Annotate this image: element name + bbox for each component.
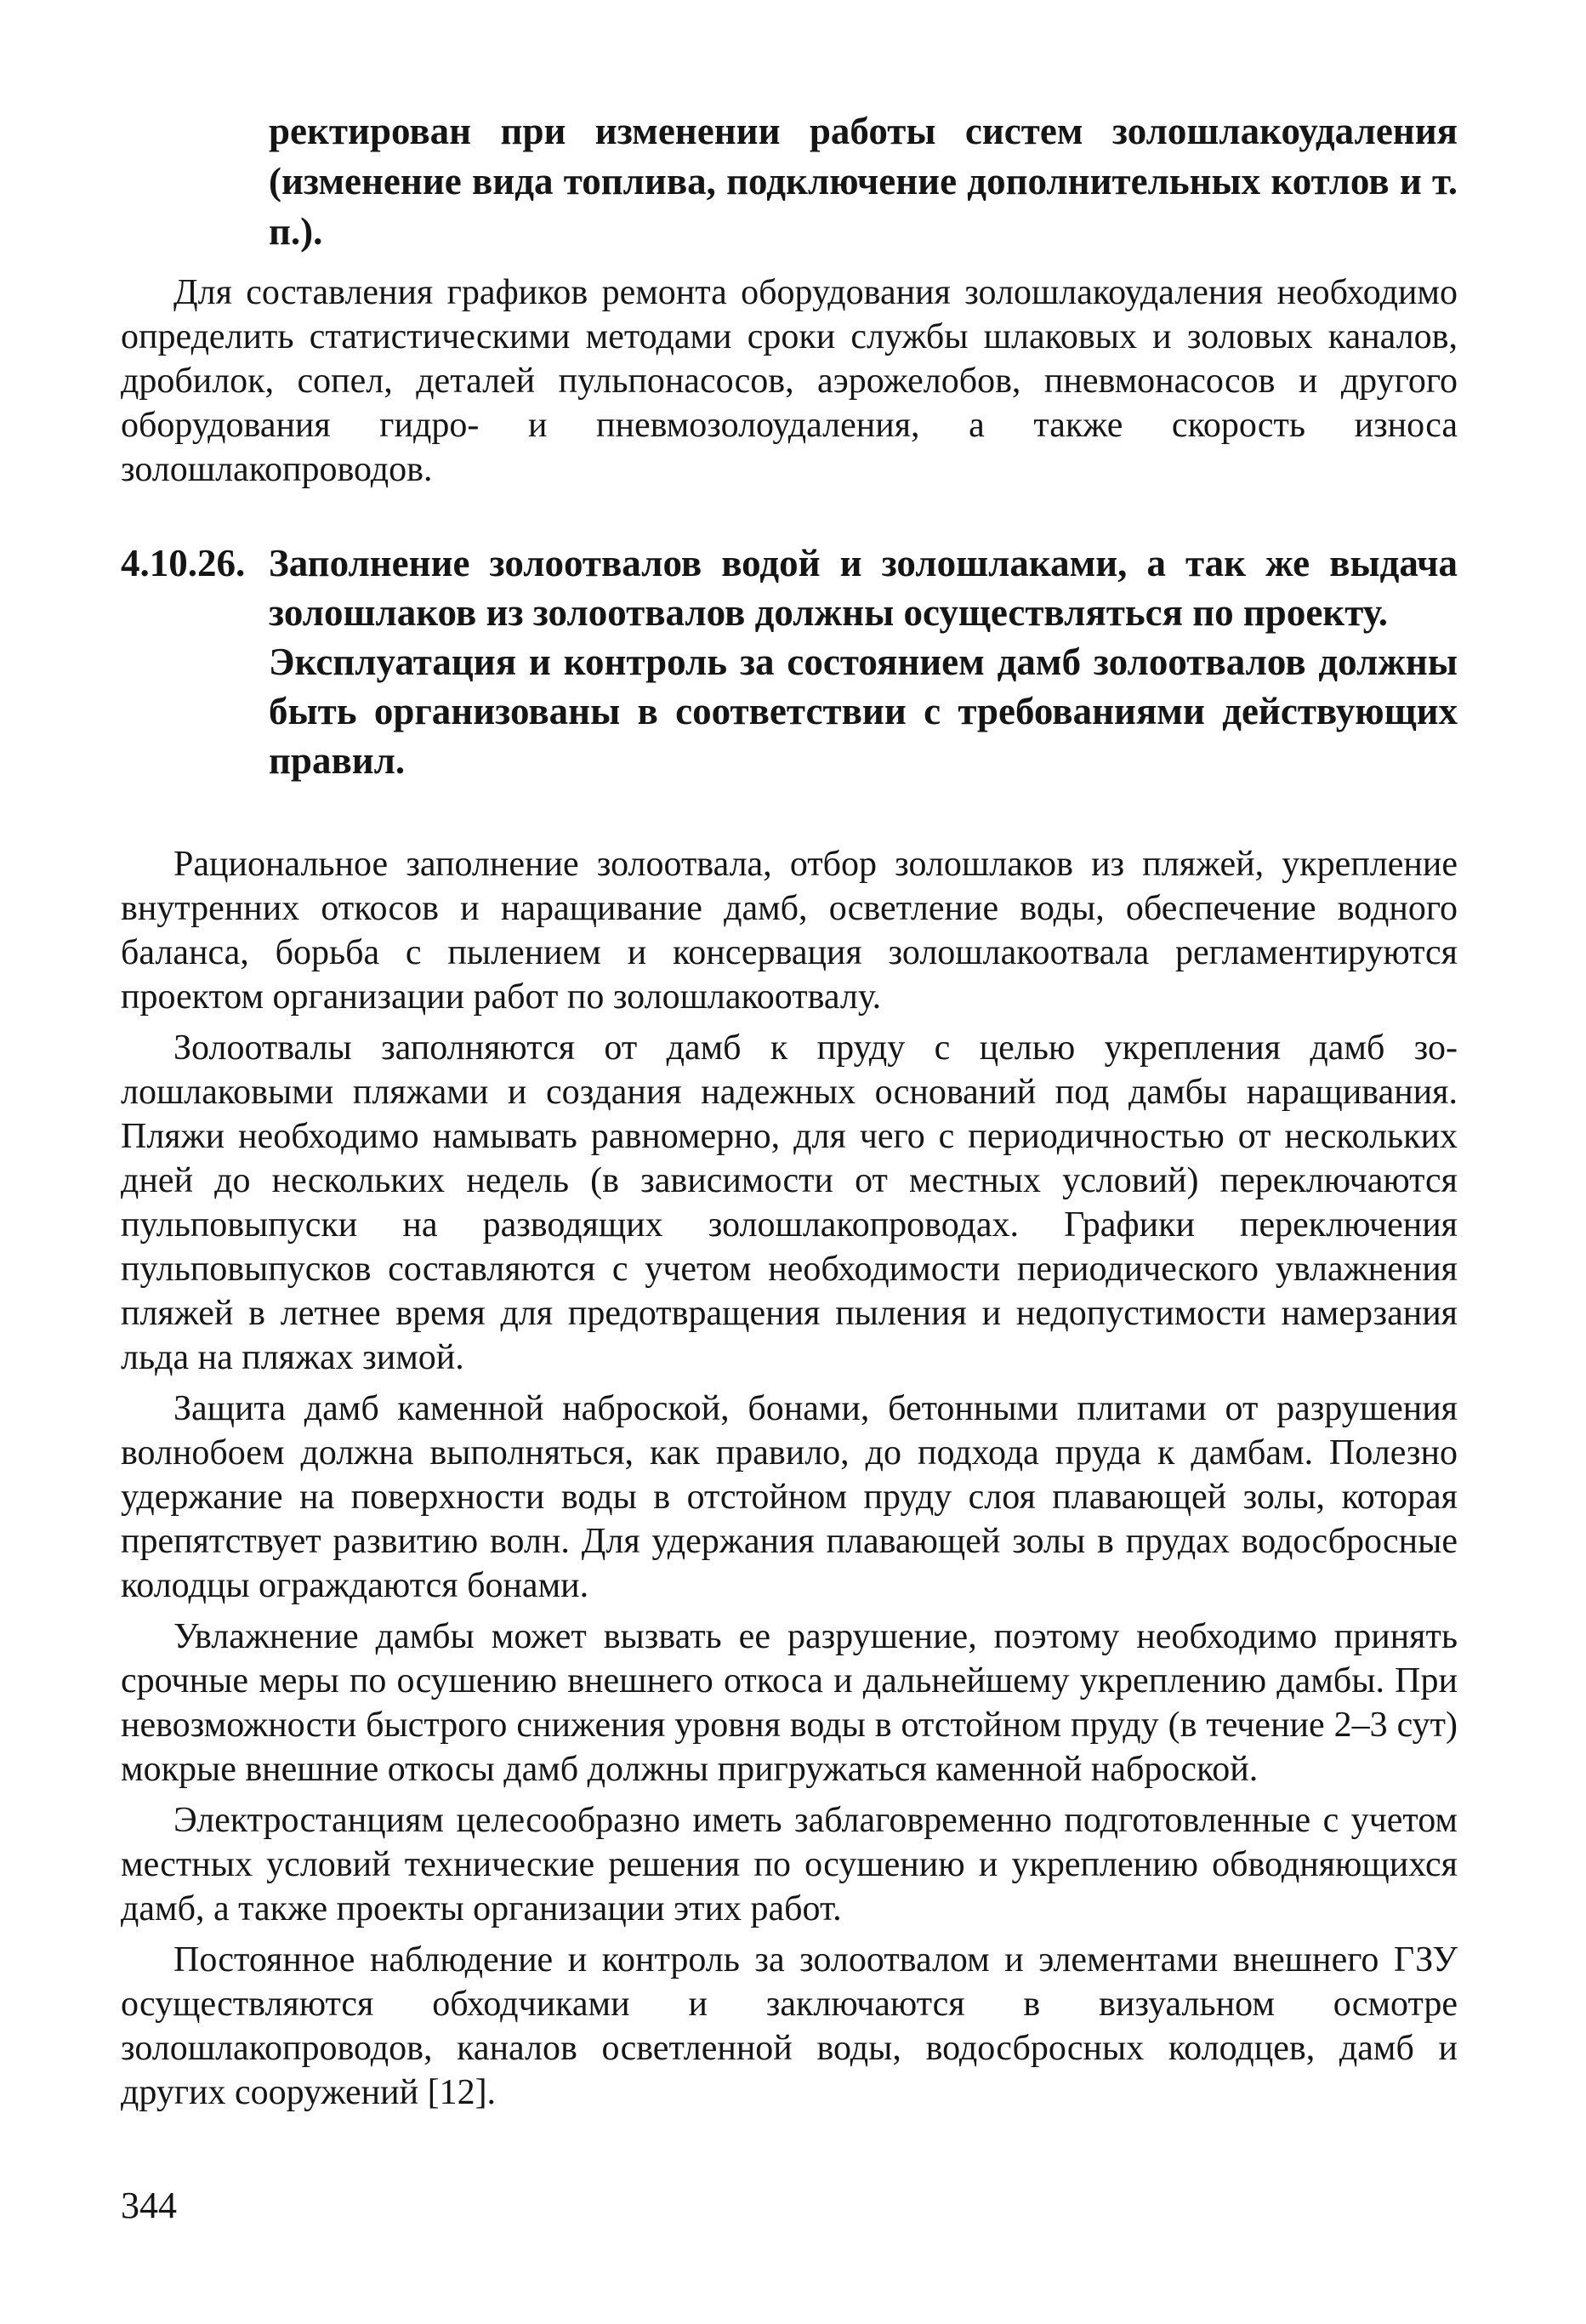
section-text-2: Эксплуатация и контроль за состоянием дамб золоотвалов должны быть организованы в соответствии с требованиями действующих правил. xyxy=(269,641,1458,782)
paragraph: Золоотвалы заполняются от дамб к пруду с целью укрепления дамб зо-лошлаковыми пляжами и создания надежных оснований под дамбы наращивания. Пляжи необходимо намывать равномерно, для чего с периодичностью от нескольких дней до нескольких недель (в зависимости от местных условий) переключаются пульповыпуски на разводящих золошлакопроводах. Графики переключения пульповыпусков составляются с учетом необходимости периодического увлажнения пляжей в летнее время для предотвращения пыления и недопустимости намерзания льда на пляжах зимой. xyxy=(121,1028,1458,1377)
paragraph: Электростанциям целесообразно иметь заблаговременно подготовленные с учетом местных условий технические решения по осушению и укреплению обводняющихся дамб, а также проекты организации этих работ. xyxy=(121,1801,1458,1928)
section-text xyxy=(269,538,1458,785)
paragraph: Рациональное заполнение золоотвала, отбор золошлаков из пляжей, укрепление внутренних откосов и наращивание дамб, осветление воды, обеспечение водного баланса, борьба с пылением и консервация золошлакоотвала регламентируются проектом организации работ по золошлакоотвалу. xyxy=(121,845,1458,1017)
page-number: 344 xyxy=(121,2184,177,2226)
paragraph: Защита дамб каменной наброской, бонами, бетонными плитами от разрушения волнобоем должна выполняться, как правило, до подхода пруда к дамбам. Полезно удержание на поверхности воды в отстойном пруду слоя плавающей золы, которая препятствует развитию волн. Для удержания плавающей золы в прудах водосбросные колодцы ограждаются бонами. xyxy=(121,1389,1458,1605)
paragraph-repair-schedules: Для составления графиков ремонта оборудования золошлакоудаления необходимо определить статистическими методами сроки службы шлаковых и золовых каналов, дробилок, сопел, деталей пульпонасосов, аэрожелобов, пневмонасосов и другого оборудования гидро- и пневмозолоудаления, а также скорость износа золошлакопроводов. xyxy=(121,273,1458,489)
section-text-1: Заполнение золоотвалов водой и золошлаками, а так же выдача золошлаков из золоотвалов должны осуществляться по проекту. xyxy=(269,542,1458,634)
paragraph: Постоянное наблюдение и контроль за золоотвалом и элементами внешнего ГЗУ осуществляются обходчиками и заключаются в визуальном осмотре золошлакопроводов, каналов осветленной воды, водосбросных колодцев, дамб и других сооружений [12]. xyxy=(121,1940,1458,2112)
section-4-10-26 xyxy=(121,538,1458,785)
paragraph: Увлажнение дамбы может вызвать ее разрушение, поэтому необходимо принять срочные меры по осушению внешнего откоса и дальнейшему укреплению дамбы. При невозможности быстрого снижения уровня воды в отстойном пруду (в течение 2–3 сут) мокрые внешние откосы дамб должны пригружаться каменной наброской. xyxy=(121,1617,1458,1789)
section-number: 4.10.26. xyxy=(121,542,246,584)
body-paragraphs xyxy=(121,842,1458,2122)
continued-bold-text: ректирован при изменении работы систем золошлакоудаления (изменение вида топлива, подключение дополнительных котлов и т. п.). xyxy=(269,110,1458,253)
